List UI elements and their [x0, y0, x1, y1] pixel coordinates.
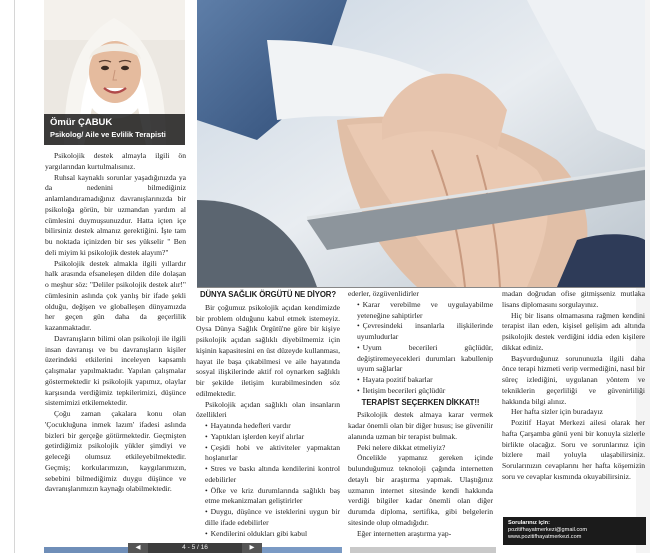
article-column-4	[502, 289, 645, 483]
author-name: Ömür ÇABUK	[50, 117, 113, 128]
bottom-image-strip	[262, 547, 342, 553]
bullet-item: • Hayata pozitif bakarlar	[348, 375, 493, 386]
contact-website: www.pozitifhayatmerkezi.com	[508, 534, 582, 540]
next-page-button[interactable]: ▶	[242, 543, 262, 553]
author-caption	[44, 114, 185, 145]
paragraph: Psikolojik destek almaya karar vermek kadar önemli olan bir diğer husus; ise güvenilir alanında uzman bir terapist bulmak.	[348, 410, 493, 441]
paragraph: Pozitif Hayat Merkezi ailesi olarak her hafta Çarşamba günü yeni bir konuyla sizlerle birlikte olacağız. Soru ve sorunlarınız için bizlere mail yoluyla ulaşabilirsiniz. Sorularınızın cevaplarını her hafta köşemizin soru ve cevaplar kısmında okuyabilirsiniz.	[502, 418, 645, 481]
bullet-item: • Stres ve baskı altında kendilerini kontrol edebilirler	[196, 464, 340, 486]
article-photo	[197, 0, 645, 287]
paragraph: Her hafta sizler için buradayız	[511, 407, 603, 417]
previous-page-button[interactable]: ◀	[128, 543, 148, 553]
author-title: Psikolog/ Aile ve Evlilik Terapisti	[50, 130, 166, 139]
paragraph: Başvurduğunuz sorununuzla ilgili daha önce terapi hizmeti verip vermediğini, nasıl bir süreç izlediğini, uygulanan yöntem ve tekniklerin geçerliliği ve güvenirliliği hakkında bilgi alınız.	[502, 353, 645, 406]
paragraph: Eğer internetten araştırma yap-	[357, 528, 452, 538]
contact-heading: Sorularınız için:	[508, 520, 550, 526]
bullet-item: • Uyum becerileri güçlüdür, değiştiremeyecekleri durumları kabullenip uyum sağlarlar	[348, 343, 493, 375]
paragraph: Psikolojik destek almayla ilgili ön yargılarından kurtulmalısınız.	[45, 151, 186, 171]
bullet-item: • Kendilerini oldukları gibi kabul	[196, 529, 340, 540]
contact-email: pozitifhayatmerkezi@gmail.com	[508, 527, 588, 533]
bottom-image-strip	[350, 547, 496, 553]
photo-divider	[197, 287, 645, 288]
paragraph: Bir çoğumuz psikolojik açıdan kendimizde bir problem olduğunu kabul etmek istemeyiz. Oysa Dünya Sağlık Örgütü'ne göre bir kişiye psikolojik açıdan sağlıklı diyebilmemiz için kişinin kapasitesini en üst düzeyde kullanması, hayat ile başa çıkabilmesi ve aile hayatında sosyal ilişkilerinde aktif rol oynarken sağlıklı bir şekilde iletişim kurabilmesinden söz edilmektedir.	[196, 302, 340, 398]
section-heading: TERAPİST SEÇERKEN DİKKAT!!	[361, 397, 480, 407]
article-column-3	[348, 289, 493, 539]
paragraph: Hiç bir lisans olmamasına rağmen kendini terapist ilan eden, kişisel gelişim adı altında psikolojik destek verdiğini iddia eden kişilere dikkat ediniz.	[502, 310, 645, 352]
bullet-item: • Çevresindeki insanlarla ilişkilerinde uyumludurlar	[348, 321, 493, 343]
paragraph: Psikolojik destek almakla ilgili yıllardır halk arasında efsaneleşen dilden dile dolaşan o meşhur söz: "Deliler psikolojik destek alır!" cümlesinin aslında çok yanlış bir ifade şekli olduğu, değişen ve globalleşen dünyamızda her geçen gün daha da geçerlilik kazanmaktadır.	[45, 258, 186, 332]
bottom-image-strip	[44, 547, 128, 553]
bullet-item: • İletişim becerileri güçlüdür	[348, 386, 493, 397]
section-heading: DÜNYA SAĞLIK ÖRGÜTÜ NE DİYOR?	[199, 290, 336, 299]
page-navigator	[128, 543, 262, 553]
bullet-item: • Yaptıkları işlerden keyif alırlar	[196, 432, 340, 443]
article-column-2	[196, 289, 340, 539]
bullet-item: • Hayatında hedefleri vardır	[196, 421, 340, 432]
paragraph: ederler, özgüvenlidirler	[348, 289, 419, 298]
paragraph: madan doğrudan ofise gitmişseniz mutlaka lisans diplomasını sorgulayınız.	[502, 289, 645, 309]
bullet-item: • Çeşidi hobi ve aktiviteler yapmaktan hoşlanırlar	[196, 443, 340, 465]
bullet-item: • Öfke ve kriz durumlarında sağlıklı baş etme mekanizmaları geliştirirler	[196, 486, 340, 508]
paragraph: Davranışların bilimi olan psikoloji ile ilgili insan davranışı ve bu davranışların kişiler üzerindeki etkilerini inceleyen kapsamlı çalışmalar yapılmaktadır. Yapılan çalışmalar göstermektedir ki psikolojik yapımız, olaylar karşısında verdiğimiz tepkilerimizi, düşünce sistemimizi etkilemektedir.	[45, 333, 186, 408]
paragraph: Ruhsal kaynaklı sorunlar yaşadığınızda ya da nedenini bilmediğiniz anlamlandıramadığınız davranışlarınızda bir psikoloğa görün, bir uzmandan yardım al cümlesini duymuşsunuzdur. Hatta içten içe bilirsiniz destek almanız gerektiğini. İşte tam bu noktada içinizden bir ses yükselir " Ben deli miyim ki psikolojik destek alayım?"	[45, 172, 186, 257]
paragraph: Peki nelere dikkat etmeliyiz?	[357, 442, 446, 452]
bullet-item: • Duygu, düşünce ve isteklerini uygun bir dille ifade edebilirler	[196, 507, 340, 529]
paragraph: Öncelikle yapmanız gereken içinde bulunduğumuz teknoloji çağında internetten detaylı bir araştırma yapmak. Ulaştığınız uzmanın internet sitesinde kendi hakkında verdiği bilgiler kadar önemli olan diğer durumda diploma, sertifika, gibi belgelerin sitesinde olup olmadığıdır.	[348, 453, 493, 527]
paragraph: Psikolojik açıdan sağlıklı olan insanların özellikleri	[196, 399, 340, 420]
page-indicator: 4 - 5 / 16	[182, 544, 208, 551]
paragraph: Çoğu zaman çakalara konu olan 'Çocukluğuna inmek lazım' ifadesi aslında bizleri bir gerçeğe götürmektedir. Geçmişten getirdiğimiz psikolojik yükler şimdiyi ve geleceği olumsuz etkileyebilmektedir. Geçmiş; korkularımızın, kaygılarımızın, sebebini bilmediğimiz duygu düşünce ve davranışlarımızın kaynağı olabilmektedir.	[45, 409, 186, 494]
article-column-1	[45, 151, 186, 495]
contact-box	[503, 517, 646, 545]
page-margin-line	[14, 0, 15, 553]
bullet-item: • Karar verebilme ve uygulayabilme yeteneğine sahiptirler	[348, 300, 493, 322]
